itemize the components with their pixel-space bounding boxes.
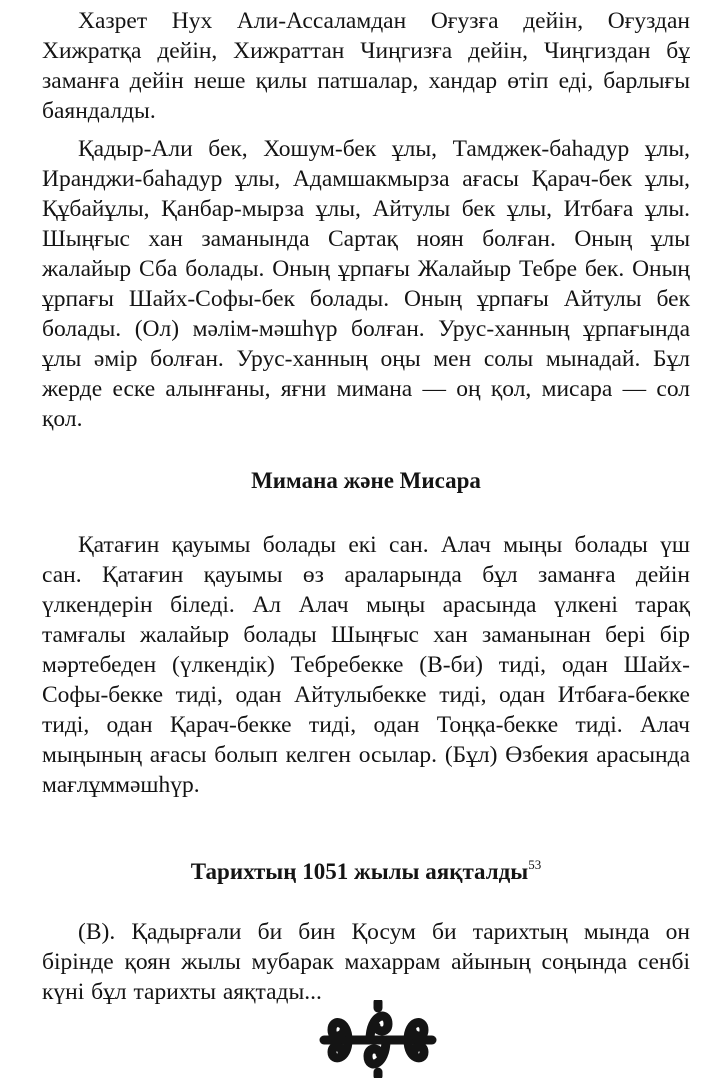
section-heading-mimana <box>42 466 690 496</box>
page-content <box>42 6 690 1007</box>
paragraph-4: (В). Қадырғали би бин Қосум би тарихтың мында он бірінде қоян жылы мубарак махаррам айының соңында сенбі күні бұл тарихты аяқтады... <box>42 919 690 1005</box>
paragraph-1: Хазрет Нух Али-Ассаламдан Оғузға дейін, Оғуздан Хижратқа дейін, Хижраттан Чиңгизға дейін, Чиңгиздан бұ заманға дейін неше қилы патшалар, хандар өтіп еді, барлығы баяндалды. <box>42 8 690 124</box>
section-heading-mimana-text: Мимана және Мисара <box>251 468 481 493</box>
section-heading-tarikh-text: Тарихтың 1051 жылы аяқталды <box>190 859 529 884</box>
section-heading-tarikh <box>42 850 690 887</box>
tamga-ornament-icon <box>318 1000 438 1078</box>
footnote-marker: 53 <box>528 857 542 872</box>
paragraph-3: Қатағин қауымы болады екі сан. Алач мыңы болады үш сан. Қатағин қауымы өз араларында бұл заманға дейін үлкендерін біледі. Ал Алач мыңы арасында үлкені тарақ тамғалы жалайыр болады Шыңғыс хан заманынан бері бір мәртебеден (үлкендік) Тебребекке (В-би) тиді, одан Шайх-Софы-бекке тиді, одан Айтулыбекке тиді, одан Итбаға-бекке тиді, одан Қарач-бекке тиді, одан Тоңқа-бекке тиді. Алач мыңының ағасы болып келген осылар. (Бұл) Өзбекия арасында мағлұммәшһүр. <box>42 532 690 798</box>
paragraph-2: Қадыр-Али бек, Хошум-бек ұлы, Тамджек-баһадур ұлы, Иранджи-баһадур ұлы, Адамшакмырза ағасы Қарач-бек ұлы, Құбайұлы, Қанбар-мырза ұлы, Айтулы бек ұлы, Итбаға ұлы. Шыңғыс хан заманында Сартақ ноян болған. Оның ұлы жалайыр Сба болады. Оның ұрпағы Жалайыр Тебре бек. Оның ұрпағы Шайх-Софы-бек болады. Оның ұрпағы Айтулы бек болады. (Ол) мәлім-мәшһүр болған. Урус-ханның ұрпағында ұлы әмір болған. Урус-ханның оңы мен солы мынадай. Бұл жерде еске алынғаны, яғни мимана — оң қол, мисара — сол қол. <box>42 136 690 432</box>
